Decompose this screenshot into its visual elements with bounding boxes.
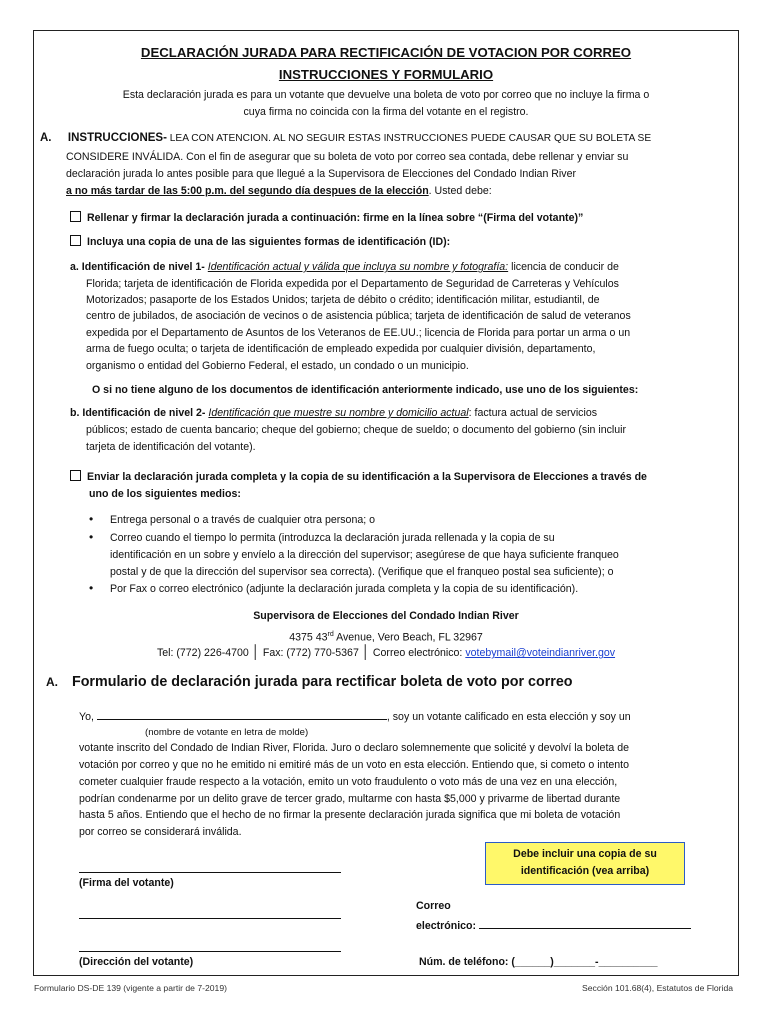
id-level2-marker: b.: [70, 407, 80, 419]
delivery-method-mail: identificación en un sobre y envíelo a la dirección del supervisor; asegúrese de que haya suficiente franqueo: [110, 549, 619, 561]
instructions-keyword: INSTRUCCIONES-: [67, 132, 167, 144]
address-suffix: rd: [327, 631, 334, 638]
checklist-item-id-copy-label: Incluya una copia de una de las siguientes formas de identificación (ID):: [87, 236, 451, 248]
document-title: DECLARACIÓN JURADA PARA RECTIFICACIÓN DE VOTACION POR CORREO: [140, 45, 632, 60]
id-level1-text: arma de fuego oculta; o tarjeta de identificación de empleado expedida por cualquier división, departamento,: [86, 343, 596, 355]
checkbox-send[interactable]: [70, 470, 81, 481]
id-level2-description: Identificación que muestre su nombre y domicilio actual: [208, 407, 469, 419]
id-level1-text: expedida por el Departamento de Asuntos de los Veteranos de EE.UU.; licencia de Florida para portar un arma o un: [86, 327, 631, 339]
intro-text-line2: cuya firma no coincida con la firma del votante en el registro.: [243, 106, 529, 118]
delivery-method-fax-email: Por Fax o correo electrónico (adjunte la declaración jurada completa y la copia de su identificación).: [110, 583, 579, 595]
id-level2-text: públicos; estado de cuenta bancario; cheque del gobierno; cheque de sueldo; o documento del gobierno (sin incluir: [86, 424, 627, 436]
oath-yo-line: [79, 709, 631, 725]
id-level2-line1: [70, 406, 597, 421]
id-level1-label: Identificación de nivel 1-: [81, 261, 205, 273]
delivery-method-mail: Correo cuando el tiempo lo permita (introduzca la declaración jurada rellenada y la copia de su: [110, 532, 555, 544]
form-section-heading: [46, 673, 573, 691]
bullet-icon: •: [89, 530, 94, 544]
id-level1-line1: [70, 260, 619, 275]
address-label: (Dirección del votante): [79, 956, 194, 968]
form-section-label: A.: [46, 675, 58, 689]
oath-text: podrían condenarme por un delito grave de tercer grado, multarme con hasta $5,000 y privarme de libertad durante: [79, 793, 621, 805]
address-number: 4375 43: [289, 631, 328, 644]
intro-text-line1: Esta declaración jurada es para un votante que devuelve una boleta de voto por correo que no incluye la firma o: [122, 89, 650, 101]
id-level2-line1-rest: : factura actual de servicios: [468, 407, 598, 419]
supervisor-email-label: Correo electrónico:: [372, 647, 466, 659]
oath-text: por correo se considerará inválida.: [79, 826, 242, 838]
document-subtitle: INSTRUCCIONES Y FORMULARIO: [278, 67, 494, 82]
delivery-method-mail: postal y de que la dirección del supervisor sea correcta). (Verifique que el franqueo postal sea suficiente); o: [110, 566, 614, 578]
id-level1-line1-rest: licencia de conducir de: [508, 261, 619, 273]
address-field-line2[interactable]: [79, 951, 341, 952]
phone-field[interactable]: Núm. de teléfono: (______)_______-__________: [419, 956, 658, 968]
section-label: A.: [40, 132, 52, 144]
oath-text: votación por correo y que no he emitido ni emitiré más de un voto en esta elección. Entiendo que, si cometo o intento: [79, 759, 630, 771]
id-level1-text: Motorizados; pasaporte de los Estados Unidos; tarjeta de débito o crédito; identificación militar, estudiantil, de: [86, 294, 600, 306]
instructions-warning: LEA CON ATENCION. AL NO SEGUIR ESTAS INSTRUCCIONES PUEDE CAUSAR QUE SU BOLETA SE: [166, 133, 652, 144]
oath-text: votante inscrito del Condado de Indian River, Florida. Juro o declaro solemnemente que solicité y devolví la boleta de: [79, 742, 630, 754]
form-number: Formulario DS-DE 139 (vigente a partir de 7-2019): [34, 983, 227, 993]
supervisor-address: [33, 627, 739, 646]
email-label-line1: Correo: [416, 900, 451, 912]
voter-name-caption: (nombre de votante en letra de molde): [145, 727, 309, 738]
bullet-icon: •: [89, 581, 94, 595]
checklist-item-sign[interactable]: [70, 211, 583, 226]
id-reminder-line2: identificación (vea arriba): [520, 865, 650, 877]
checkbox-id-copy[interactable]: [70, 235, 81, 246]
voter-name-field[interactable]: [97, 709, 387, 720]
oath-text: hasta 5 años. Entiendo que el hecho de no firmar la presente declaración jurada significa que mi boleta de votación: [79, 809, 621, 821]
supervisor-contact: [33, 644, 739, 661]
address-street: Avenue, Vero Beach, FL 32967: [333, 631, 483, 644]
instructions-line4-rest: . Usted debe:: [428, 185, 492, 197]
id-reminder-badge: [485, 842, 685, 885]
id-level1-text: Florida; tarjeta de identificación de Florida expedida por el Departamento de Seguridad de Carreteras y Vehículos: [86, 278, 619, 290]
form-section-title: Formulario de declaración jurada para rectificar boleta de voto por correo: [71, 674, 573, 690]
bullet-icon: •: [89, 512, 94, 526]
instructions-line3: declaración jurada lo antes posible para que llegué a la Supervisora de Elecciones del Condado Indian River: [66, 168, 577, 180]
checklist-item-send[interactable]: [70, 470, 647, 485]
supervisor-phone: Tel: (772) 226-4700: [156, 647, 249, 659]
checklist-item-sign-label: Rellenar y firmar la declaración jurada a continuación: firme en la línea sobre “(Firma del votante)”: [87, 212, 584, 224]
supervisor-email-link[interactable]: votebymail@voteindianriver.gov: [465, 647, 616, 659]
supervisor-fax: Fax: (772) 770-5367: [262, 647, 359, 659]
contact-separator: │: [361, 644, 370, 659]
delivery-method-personal: Entrega personal o a través de cualquier otra persona; o: [110, 514, 376, 526]
statute-reference: Sección 101.68(4), Estatutos de Florida: [582, 983, 733, 993]
address-field-line1[interactable]: [79, 918, 341, 919]
oath-text: cometer cualquier fraude respecto a la votación, emito un voto fraudulento o voto más de una vez en una elección,: [79, 776, 618, 788]
id-level1-description: Identificación actual y válida que incluya su nombre y fotografía:: [207, 261, 509, 273]
deadline-text: a no más tardar de las 5:00 p.m. del segundo día despues de la elección: [66, 185, 429, 197]
id-level1-text: centro de jubilados, de asociación de vecinos o de asistencia pública; tarjeta de identificación de salud de veteranos: [86, 310, 631, 322]
checklist-item-id-copy[interactable]: [70, 235, 450, 250]
id-level2-label: Identificación de nivel 2-: [82, 407, 206, 419]
checklist-item-send-line2: uno de los siguientes medios:: [89, 488, 241, 500]
checkbox-sign[interactable]: [70, 211, 81, 222]
instructions-line4: [66, 184, 492, 199]
id-level1-marker: a.: [70, 261, 79, 273]
contact-separator: │: [251, 644, 260, 659]
alternative-id-note: O si no tiene alguno de los documentos de identificación anteriormente indicado, use uno de los siguientes:: [92, 384, 639, 396]
oath-yo-rest: , soy un votante calificado en esta elección y soy un: [386, 711, 631, 723]
instructions-line2: CONSIDERE INVÁLIDA. Con el fin de asegurar que su boleta de voto por correo sea contada, debe rellenar y enviar su: [66, 151, 629, 163]
id-reminder-line1: Debe incluir una copia de su: [513, 848, 657, 860]
supervisor-name: Supervisora de Elecciones del Condado Indian River: [253, 610, 519, 622]
id-level1-text: organismo o entidad del Gobierno Federal, el estado, un condado o un municipio.: [86, 360, 469, 372]
id-level2-text: tarjeta de identificación del votante).: [86, 441, 256, 453]
signature-label: (Firma del votante): [79, 877, 174, 889]
email-field[interactable]: [479, 918, 691, 929]
email-field-row: [416, 918, 691, 934]
signature-field[interactable]: [79, 872, 341, 873]
email-label-line2: electrónico:: [416, 920, 479, 932]
checklist-item-send-label: Enviar la declaración jurada completa y la copia de su identificación a la Supervisora de Elecciones a través de: [87, 471, 647, 483]
oath-yo: Yo,: [79, 711, 97, 723]
section-a-instructions-heading: [40, 131, 651, 146]
